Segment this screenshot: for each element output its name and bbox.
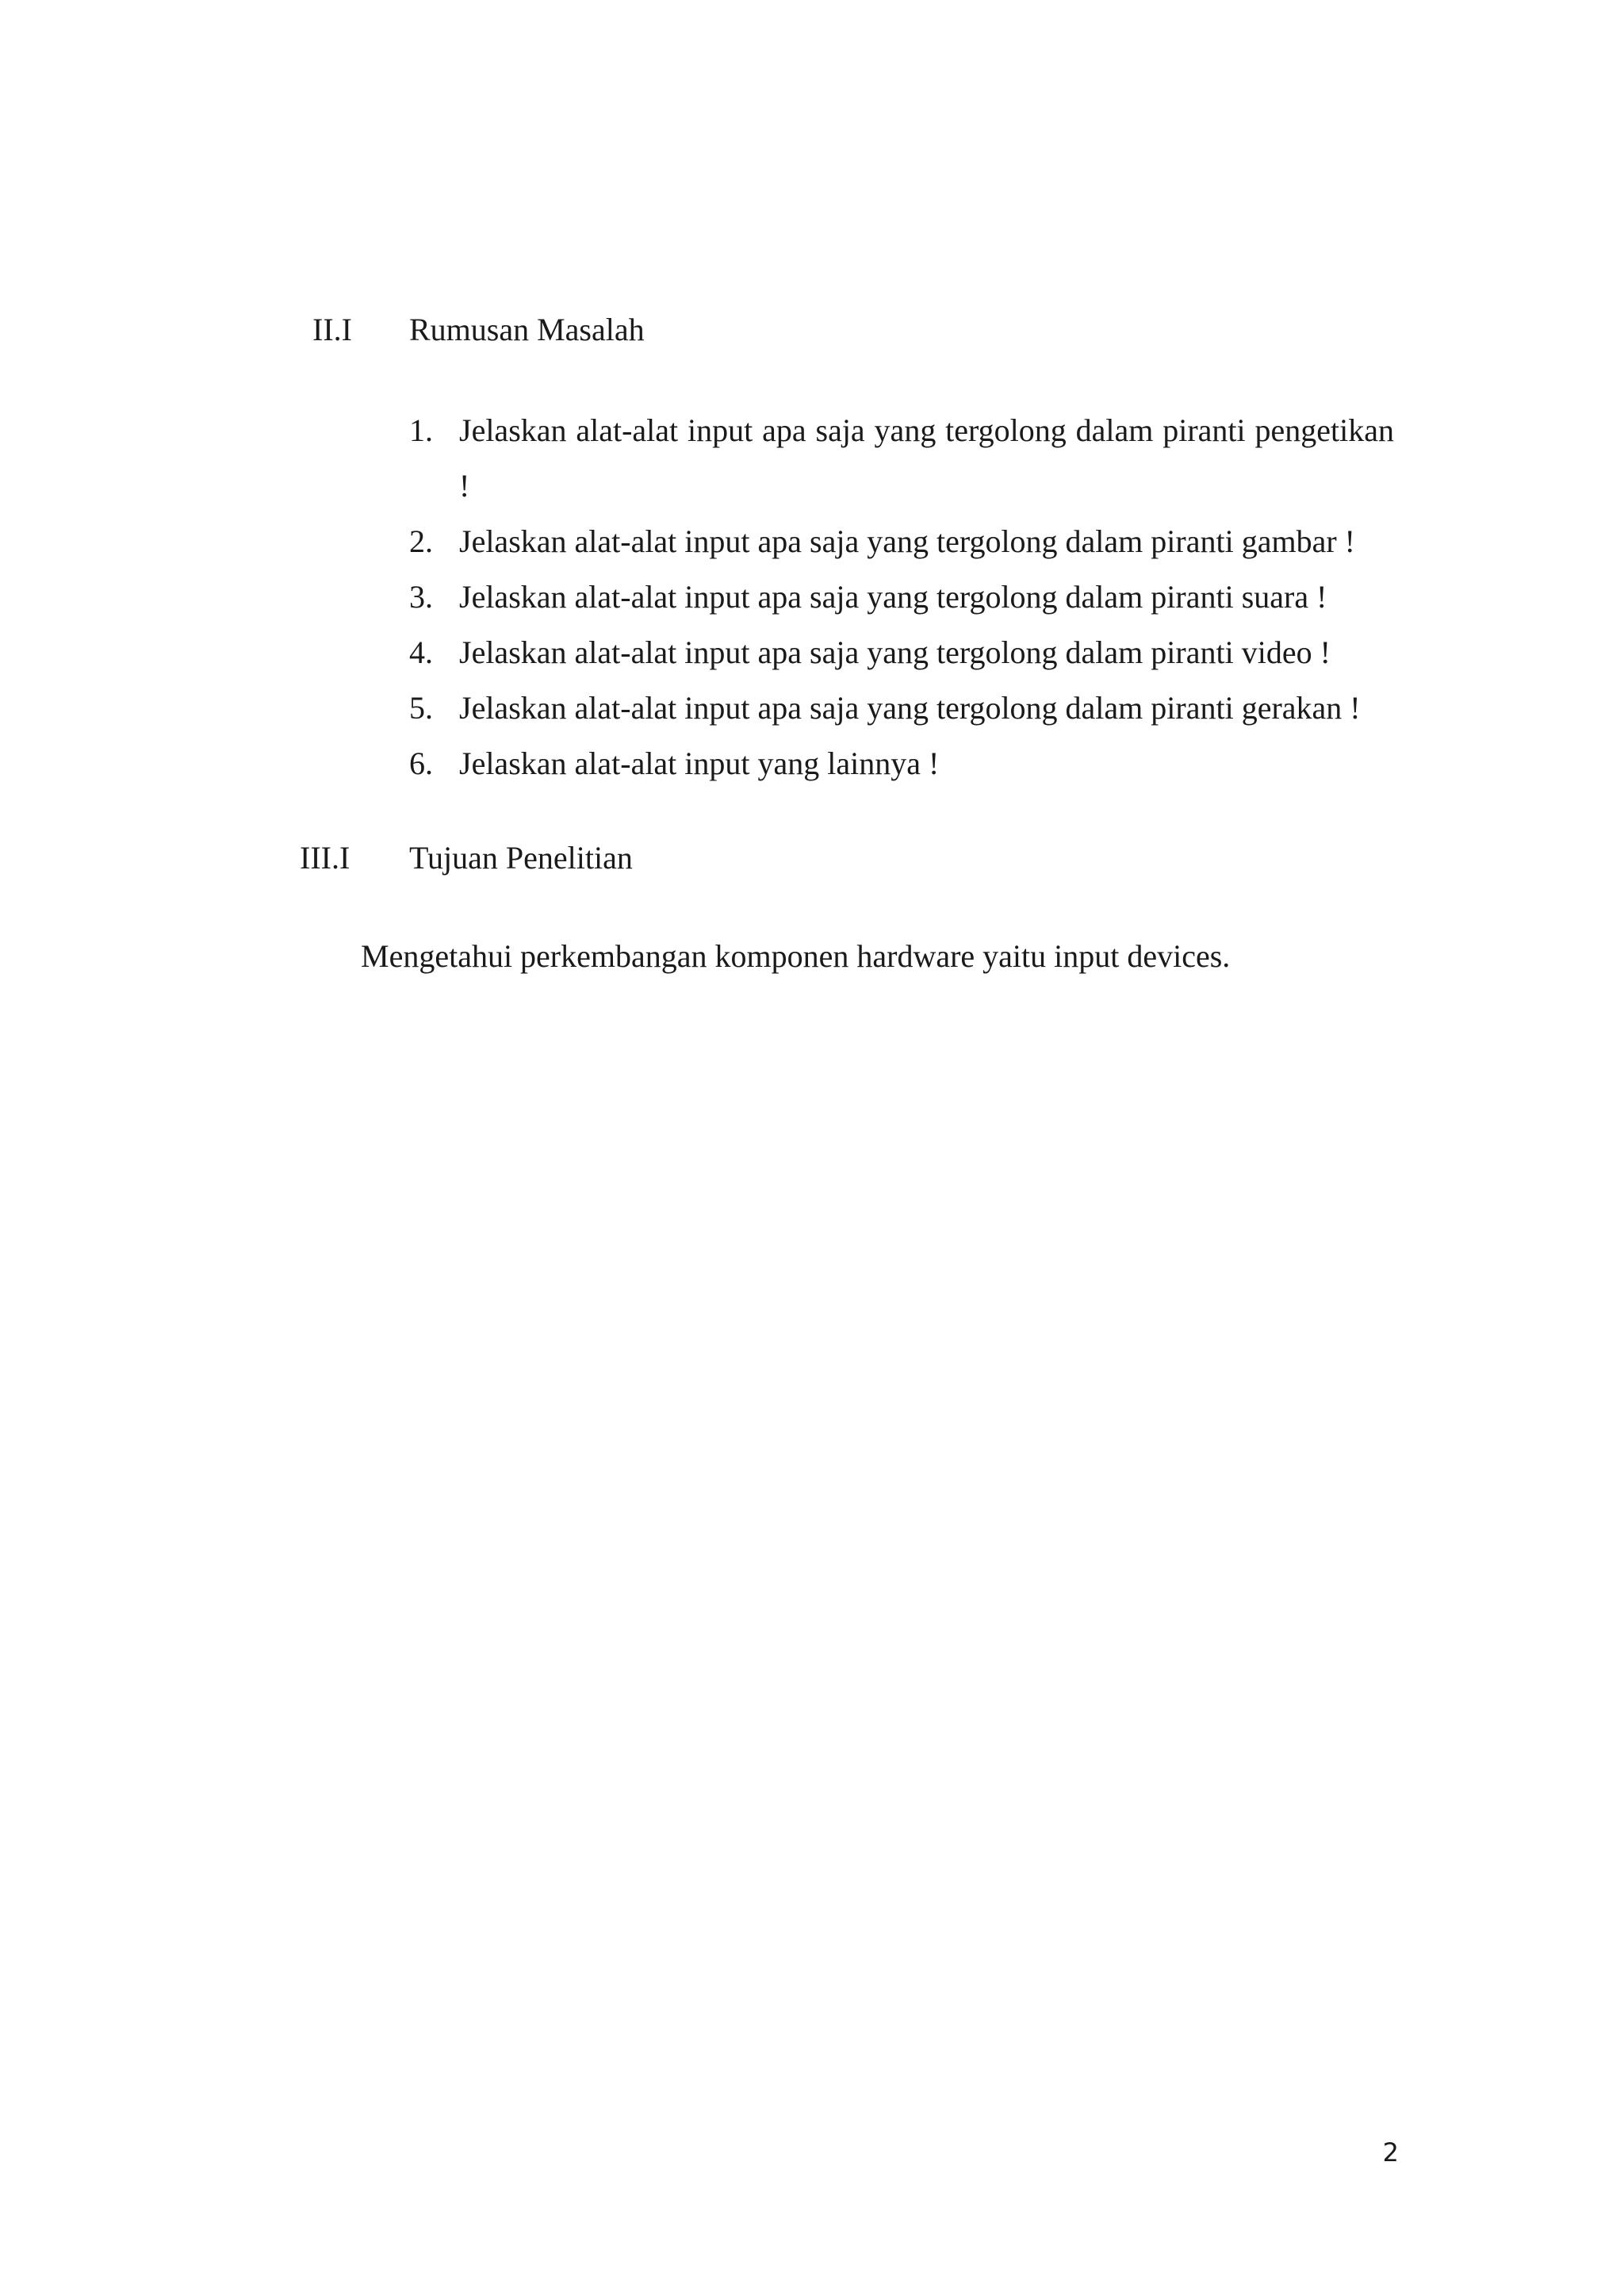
list-item-number: 4.	[409, 634, 433, 670]
section-heading-rumusan-masalah	[312, 311, 725, 349]
list-item-text: Jelaskan alat-alat input apa saja yang tergolong dalam piranti pengetikan !	[459, 412, 1394, 504]
list-item-text: Jelaskan alat-alat input yang lainnya !	[459, 746, 940, 781]
list-item	[409, 403, 1394, 514]
list-item-text: Jelaskan alat-alat input apa saja yang tergolong dalam piranti suara !	[459, 579, 1327, 615]
section-title: Rumusan Masalah	[409, 312, 645, 347]
list-item-number: 5.	[409, 690, 433, 726]
list-item-text: Jelaskan alat-alat input apa saja yang tergolong dalam piranti gerakan !	[459, 690, 1361, 726]
section-number: III.I	[300, 840, 350, 876]
list-item	[409, 680, 1394, 736]
section-heading-tujuan-penelitian	[300, 839, 712, 877]
problem-list	[409, 403, 1394, 792]
list-item-text: Jelaskan alat-alat input apa saja yang tergolong dalam piranti video !	[459, 634, 1331, 670]
page-number: 2	[1382, 2137, 1399, 2168]
list-item	[409, 569, 1394, 625]
list-item	[409, 514, 1394, 569]
list-item	[409, 625, 1394, 680]
list-item-text: Jelaskan alat-alat input apa saja yang tergolong dalam piranti gambar !	[459, 523, 1355, 559]
section-number: II.I	[312, 312, 352, 347]
section-title: Tujuan Penelitian	[409, 840, 633, 876]
objective-paragraph: Mengetahui perkembangan komponen hardware yaitu input devices.	[361, 938, 1231, 974]
list-item-number: 1.	[409, 412, 433, 448]
list-item	[409, 736, 1394, 792]
list-item-number: 6.	[409, 746, 433, 781]
list-item-number: 3.	[409, 579, 433, 615]
list-item-number: 2.	[409, 523, 433, 559]
